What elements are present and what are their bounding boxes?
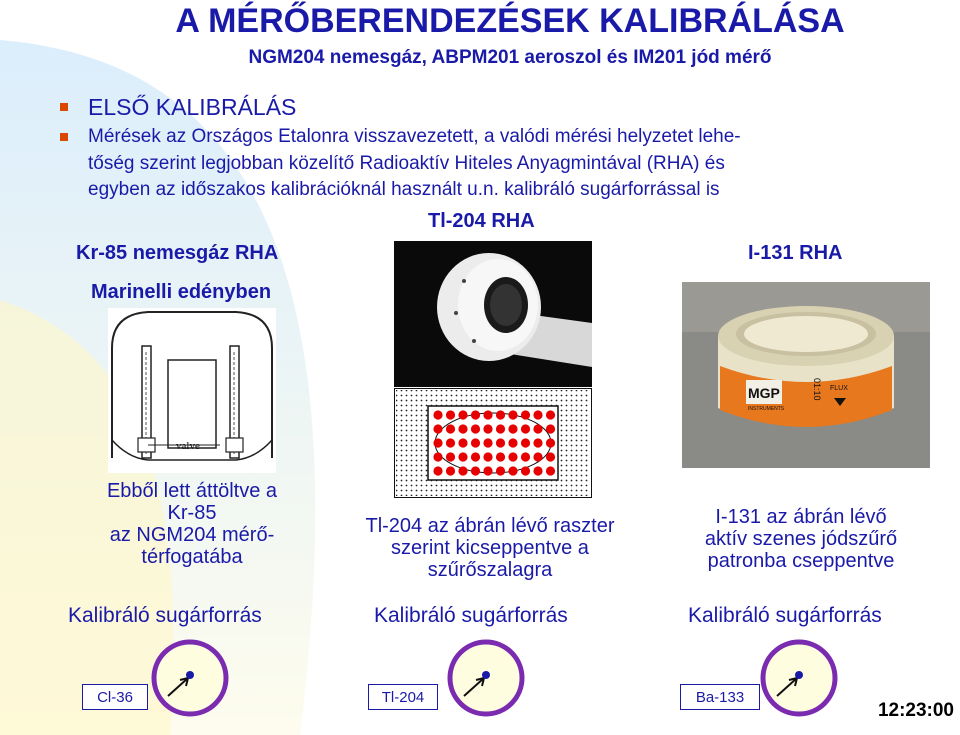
- caption-line: I-131 az ábrán lévő: [715, 506, 887, 528]
- raster-dot: [546, 424, 555, 433]
- caption-line: patronba cseppentve: [707, 550, 895, 572]
- section-heading: ELSŐ KALIBRÁLÁS: [88, 94, 297, 120]
- left-source-label: Kalibráló sugárforrás: [68, 604, 262, 627]
- valve-text: valve: [176, 440, 200, 452]
- raster-dot: [533, 438, 542, 447]
- raster-dot: [483, 438, 492, 447]
- raster-dot: [546, 410, 555, 419]
- bullet-icon: [60, 103, 68, 111]
- bullet-icon: [60, 133, 68, 141]
- raster-dot: [521, 424, 530, 433]
- raster-dot: [533, 424, 542, 433]
- caption-line: Tl-204 az ábrán lévő raszter: [365, 515, 615, 537]
- raster-dot: [458, 438, 467, 447]
- paragraph-line: egyben az időszakos kalibrációknál használt u.n. kalibráló sugárforrással is: [88, 179, 720, 200]
- raster-dot: [471, 452, 480, 461]
- i131-label: I-131 RHA: [748, 242, 843, 264]
- raster-dot: [471, 466, 480, 475]
- raster-dot: [458, 410, 467, 419]
- raster-dot: [483, 452, 492, 461]
- paragraph-line: Mérések az Országos Etalonra visszavezetett, a valódi mérési helyzetet lehe-: [88, 126, 741, 147]
- isotope-box-cl36: Cl-36: [82, 684, 148, 710]
- caption-line: térfogatába: [141, 546, 243, 568]
- raster-pattern: [394, 388, 592, 498]
- raster-dot: [546, 438, 555, 447]
- raster-dot: [508, 410, 517, 419]
- paragraph-line: tőség szerint legjobban közelítő Radioaktív Hiteles Anyagmintával (RHA) és: [88, 152, 725, 174]
- raster-dot: [508, 424, 517, 433]
- raster-dot: [471, 424, 480, 433]
- raster-dot: [521, 438, 530, 447]
- raster-dot: [508, 466, 517, 475]
- raster-dot: [496, 424, 505, 433]
- raster-dot: [496, 438, 505, 447]
- source-symbol-icon: [446, 638, 526, 718]
- iodine-cartridge-photo: [682, 282, 930, 468]
- raster-dot: [433, 410, 442, 419]
- marinelli-vessel-drawing: [108, 308, 276, 473]
- cartridge-brand: MGP: [748, 385, 780, 401]
- raster-dot: [496, 410, 505, 419]
- section-paragraph: [88, 124, 948, 204]
- raster-dot: [446, 452, 455, 461]
- raster-dot: [508, 452, 517, 461]
- raster-dot: [471, 410, 480, 419]
- raster-dot: [533, 410, 542, 419]
- raster-dot: [533, 452, 542, 461]
- source-symbol-icon: [150, 638, 230, 718]
- left-caption: [80, 480, 304, 568]
- cartridge-flux: FLUX: [830, 385, 848, 392]
- right-caption: [676, 506, 926, 572]
- tape-roll-photo: [394, 241, 592, 387]
- raster-dot: [433, 424, 442, 433]
- raster-dot: [433, 438, 442, 447]
- raster-dot: [471, 438, 480, 447]
- marinelli-label: Marinelli edényben: [91, 281, 272, 303]
- raster-dot: [446, 424, 455, 433]
- isotope-box-tl204: Tl-204: [368, 684, 438, 710]
- raster-dot: [521, 410, 530, 419]
- raster-dot: [546, 466, 555, 475]
- cartridge-code: 01:10: [812, 378, 822, 401]
- cartridge-brand-sub: INSTRUMENTS: [748, 406, 785, 412]
- middle-source-label: Kalibráló sugárforrás: [374, 604, 568, 627]
- raster-dot: [458, 452, 467, 461]
- raster-dot: [508, 438, 517, 447]
- kr85-label: Kr-85 nemesgáz RHA: [76, 242, 279, 264]
- caption-line: aktív szenes jódszűrő: [704, 528, 898, 550]
- caption-line: az NGM204 mérő-: [109, 524, 275, 546]
- raster-dot: [496, 466, 505, 475]
- raster-dot: [483, 424, 492, 433]
- raster-dot: [446, 410, 455, 419]
- tl204-label: Tl-204 RHA: [428, 210, 535, 232]
- raster-dot: [521, 452, 530, 461]
- raster-dot: [446, 438, 455, 447]
- clock-display: 12:23:00: [877, 700, 954, 721]
- isotope-box-ba133: Ba-133: [680, 684, 760, 710]
- caption-line: Kr-85: [167, 502, 217, 524]
- middle-caption: [330, 515, 650, 581]
- source-symbol-icon: [759, 638, 839, 718]
- raster-dot: [483, 466, 492, 475]
- raster-dot: [458, 424, 467, 433]
- raster-dot: [433, 452, 442, 461]
- caption-line: szűrőszalagra: [427, 559, 553, 581]
- caption-line: Ebből lett áttöltve a: [106, 480, 278, 502]
- raster-dot: [546, 452, 555, 461]
- raster-dot: [433, 466, 442, 475]
- right-source-label: Kalibráló sugárforrás: [688, 604, 882, 627]
- caption-line: szerint kicseppentve a: [391, 537, 589, 559]
- page-subtitle: NGM204 nemesgáz, ABPM201 aeroszol és IM201 jód mérő: [248, 47, 772, 68]
- raster-dot: [458, 466, 467, 475]
- raster-dot: [496, 452, 505, 461]
- raster-dot: [446, 466, 455, 475]
- raster-dot: [521, 466, 530, 475]
- raster-dot: [533, 466, 542, 475]
- page-title: A MÉRŐBERENDEZÉSEK KALIBRÁLÁSA: [175, 2, 845, 40]
- raster-dot: [483, 410, 492, 419]
